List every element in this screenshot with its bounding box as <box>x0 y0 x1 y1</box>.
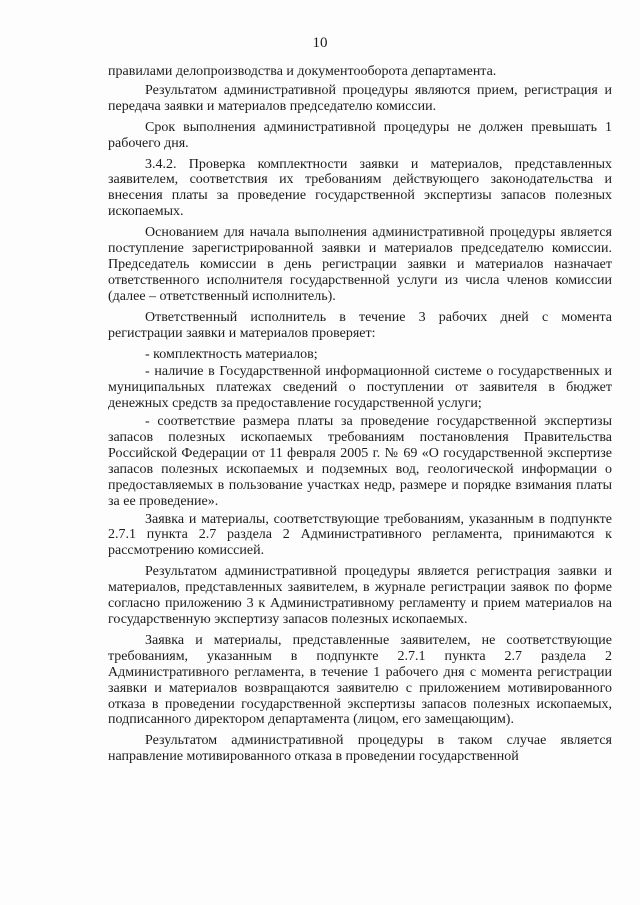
page-number: 10 <box>312 35 328 51</box>
paragraph-deadline: Срок выполнения административной процедуры не должен превышать 1 рабочего дня. <box>108 119 612 151</box>
paragraph-accepted: Заявка и материалы, соответствующие требованиям, указанным в подпункте 2.7.1 пункта 2.7 раздела 2 Административного регламента, принимаются к рассмотрению комиссией. <box>108 511 612 559</box>
list-item-fee-compliance: - соответствие размера платы за проведение государственной экспертизы запасов полезных ископаемых требованиям постановления Правительства Российской Федерации от 11 февраля 2005 г. № 69 «О государственной экспертизе запасов полезных ископаемых и подземных вод, геологической информации о предоставляемых в пользование участках недр, размере и порядке взимания платы за ее проведение». <box>108 414 612 509</box>
list-item-completeness: - комплектность материалов; <box>145 346 318 362</box>
paragraph-basis: Основанием для начала выполнения административной процедуры является поступление зарегистрированной заявки и материалов председателю комиссии. Председатель комиссии в день регистрации заявки и материалов назначает ответственного исполнителя государственной услуги из числа членов комиссии (далее – ответственный исполнитель). <box>108 225 612 304</box>
paragraph-result-journal: Результатом административной процедуры является регистрация заявки и материалов, представленных заявителем, в журнале регистрации заявок по форме согласно приложению 3 к Административному регламенту и прием материалов на государственную экспертизу запасов полезных ископаемых. <box>108 564 612 627</box>
paragraph-executor-checks: Ответственный исполнитель в течение 3 рабочих дней с момента регистрации заявки и материалов проверяет: <box>108 309 612 341</box>
paragraph-result-registration: Результатом административной процедуры являются прием, регистрация и передача заявки и материалов председателю комиссии. <box>108 82 612 114</box>
document-body <box>108 64 612 770</box>
list-item-payment-info: - наличие в Государственной информационной системе о государственных и муниципальных платежах сведений о поступлении от заявителя в бюджет денежных средств за предоставление государственной услуги; <box>108 364 612 412</box>
paragraph-continuation: правилами делопроизводства и документооборота департамента. <box>108 64 497 79</box>
section-heading-3-4-2: 3.4.2. Проверка комплектности заявки и материалов, представленных заявителем, соответствия их требованиям действующего законодательства и внесения платы за проведение государственной экспертизы запасов полезных ископаемых. <box>108 156 612 220</box>
paragraph-returned: Заявка и материалы, представленные заявителем, не соответствующие требованиям, указанным в подпункте 2.7.1 пункта 2.7 раздела 2 Административного регламента, в течение 1 рабочего дня с момента регистрации заявки и материалов возвращаются заявителю с приложением мотивированного отказа в проведении государственной экспертизы запасов полезных ископаемых, подписанного директором департамента (лицом, его замещающим). <box>108 632 612 728</box>
paragraph-result-refusal: Результатом административной процедуры в таком случае является направление мотивированного отказа в проведении государственной <box>108 733 612 765</box>
